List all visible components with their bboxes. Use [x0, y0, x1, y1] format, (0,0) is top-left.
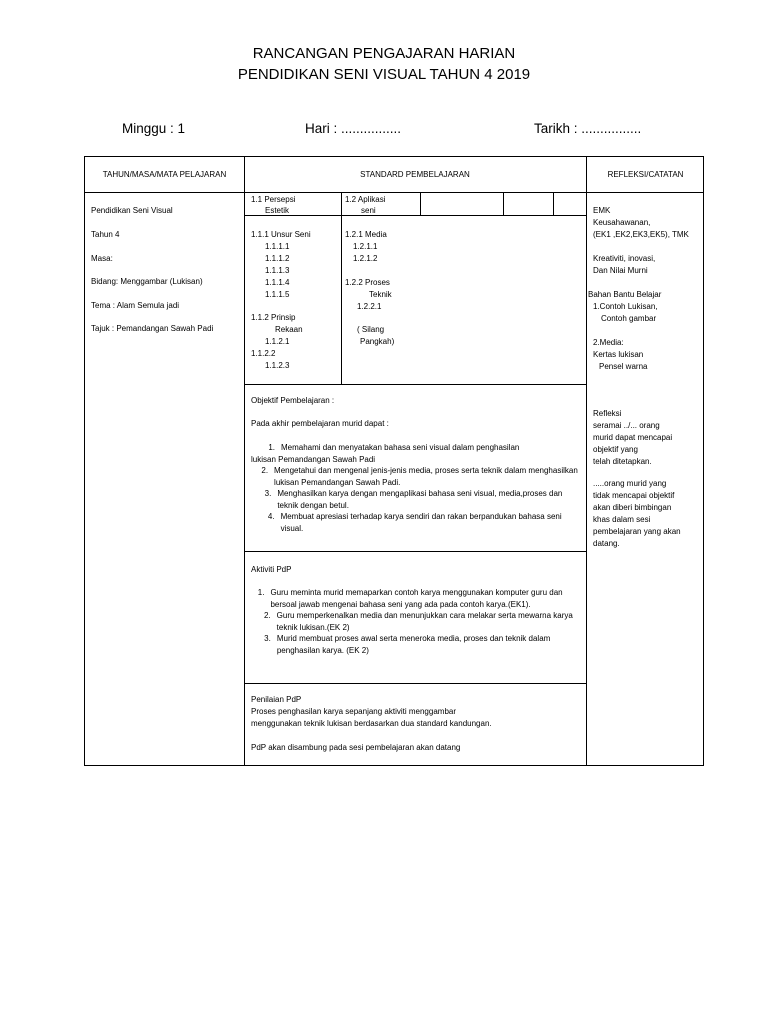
tema-text: Tema : Alam Semula jadi	[91, 301, 180, 310]
standard-1-2-header: seni	[361, 206, 376, 215]
objektif-item: 4. Membuat apresiasi terhadap karya sendiri dan rakan berpandukan bahasa seni visual.	[267, 512, 562, 533]
objektif-item: lukisan Pemandangan Sawah Padi	[251, 454, 376, 464]
header-tahun: TAHUN/MASA/MATA PELAJARAN	[102, 170, 227, 179]
penilaian-text: menggunakan teknik lukisan berdasarkan dua standard kandungan.	[251, 719, 492, 728]
standard-item: 1.2.1 Media	[345, 230, 387, 239]
section-divider	[244, 384, 586, 385]
section-divider	[244, 551, 586, 552]
standard-item: 1.1.2.2	[251, 349, 276, 358]
aktiviti-item: 2. Guru memperkenalkan media dan menunjukkan cara melakar serta mewarna karya teknik lukisan.(EK 2)	[264, 611, 573, 632]
standard-item: 1.2.1.2	[353, 254, 378, 263]
aktiviti-list	[251, 587, 581, 656]
refleksi-text: (EK1 ,EK2,EK3,EK5), TMK	[593, 230, 689, 239]
standard-item: Teknik	[369, 290, 392, 299]
penilaian-title: Penilaian PdP	[251, 695, 302, 704]
refleksi-text: Pensel warna	[599, 362, 648, 371]
standard-item: 1.2.1.1	[353, 242, 378, 251]
header-standard: STANDARD PEMBELAJARAN	[360, 170, 470, 179]
standard-col-divider	[420, 192, 421, 215]
refleksi-text: .....orang murid yang	[593, 479, 667, 488]
standard-item: ( Silang	[357, 325, 385, 334]
objektif-title: Objektif Pembelajaran :	[251, 396, 335, 405]
refleksi-text: Kreativiti, inovasi,	[593, 254, 656, 263]
refleksi-text: akan diberi bimbingan	[593, 503, 672, 512]
standard-item: 1.1.1.5	[265, 290, 290, 299]
standard-col-divider	[341, 192, 342, 384]
standard-item: 1.1.1.1	[265, 242, 290, 251]
page-title: RANCANGAN PENGAJARAN HARIAN	[252, 45, 516, 62]
header-refleksi: REFLEKSI/CATATAN	[607, 170, 684, 179]
aktiviti-item: 1. Guru meminta murid memaparkan contoh karya menggunakan komputer guru dan bersoal jawab mengenai bahasa seni yang ada pada contoh karya.(EK1).	[257, 588, 563, 609]
refleksi-text: seramai ../... orang	[593, 421, 660, 430]
objektif-list	[251, 442, 581, 534]
refleksi-text: Contoh gambar	[601, 314, 657, 323]
column-divider	[586, 157, 587, 765]
emk-label: EMK	[593, 206, 611, 215]
tajuk-text: Tajuk : Pemandangan Sawah Padi	[91, 324, 214, 333]
section-divider	[244, 683, 586, 684]
standard-item: 1.1.2 Prinsip	[251, 313, 296, 322]
aktiviti-item: 3. Murid membuat proses awal serta meneroka media, proses dan teknik dalam penghasilan karya. (EK 2)	[264, 634, 551, 655]
objektif-intro: Pada akhir pembelajaran murid dapat :	[251, 419, 389, 428]
penilaian-text: Proses penghasilan karya sepanjang aktiviti menggambar	[251, 707, 457, 716]
standard-col-divider	[503, 192, 504, 215]
rph-table	[84, 156, 704, 766]
objektif-item: 2. Mengetahui dan mengenal jenis-jenis media, proses serta teknik dalam menghasilkan lukisan Pemandangan Sawah Padi.	[261, 466, 578, 487]
tarikh-label: Tarikh : ................	[534, 121, 642, 136]
page-subtitle: PENDIDIKAN SENI VISUAL TAHUN 4 2019	[237, 66, 531, 83]
refleksi-text: 2.Media:	[593, 338, 624, 347]
refleksi-text: telah ditetapkan.	[593, 457, 652, 466]
refleksi-text: Keusahawanan,	[593, 218, 651, 227]
refleksi-text: murid dapat mencapai	[593, 433, 673, 442]
standard-1-1-header: 1.1 Persepsi	[251, 195, 296, 204]
standard-item: 1.1.1 Unsur Seni	[251, 230, 311, 239]
objektif-item: 3. Menghasilkan karya dengan mengaplikasi bahasa seni visual, media,proses dan teknik dengan betul.	[264, 489, 563, 510]
subject-text: Pendidikan Seni Visual	[91, 206, 173, 215]
tahun-text: Tahun 4	[91, 230, 120, 239]
refleksi-text: datang.	[593, 539, 620, 548]
standard-row-divider	[244, 215, 586, 216]
refleksi-text: pembelajaran yang akan	[593, 527, 681, 536]
refleksi-text: tidak mencapai objektif	[593, 491, 675, 500]
standard-item: 1.1.2.3	[265, 361, 290, 370]
hari-label: Hari : ................	[305, 121, 402, 136]
minggu-label: Minggu : 1	[122, 121, 186, 136]
refleksi-text: Kertas lukisan	[593, 350, 644, 359]
bbb-label: Bahan Bantu Belajar	[588, 290, 662, 299]
standard-item: 1.2.2.1	[357, 302, 382, 311]
refleksi-text: 1.Contoh Lukisan,	[593, 302, 658, 311]
standard-item: 1.1.1.2	[265, 254, 290, 263]
refleksi-text: objektif yang	[593, 445, 638, 454]
standard-1-2-header: 1.2 Aplikasi	[345, 195, 386, 204]
header-divider	[85, 192, 703, 193]
standard-item: 1.1.1.3	[265, 266, 290, 275]
standard-item: Pangkah)	[360, 337, 395, 346]
bidang-text: Bidang: Menggambar (Lukisan)	[91, 277, 203, 286]
standard-item: 1.2.2 Proses	[345, 278, 390, 287]
objektif-item: 1. Memahami dan menyatakan bahasa seni visual dalam penghasilan	[268, 443, 520, 452]
masa-text: Masa:	[91, 254, 113, 263]
column-divider	[244, 157, 245, 765]
penilaian-text: PdP akan disambung pada sesi pembelajaran akan datang	[251, 743, 461, 752]
refleksi-text: Dan Nilai Murni	[593, 266, 648, 275]
standard-1-1-header: Estetik	[265, 206, 290, 215]
aktiviti-title: Aktiviti PdP	[251, 565, 292, 574]
standard-col-divider	[553, 192, 554, 215]
refleksi-label: Refleksi	[593, 409, 622, 418]
standard-item: Rekaan	[275, 325, 303, 334]
standard-item: 1.1.1.4	[265, 278, 290, 287]
standard-item: 1.1.2.1	[265, 337, 290, 346]
refleksi-text: khas dalam sesi	[593, 515, 651, 524]
